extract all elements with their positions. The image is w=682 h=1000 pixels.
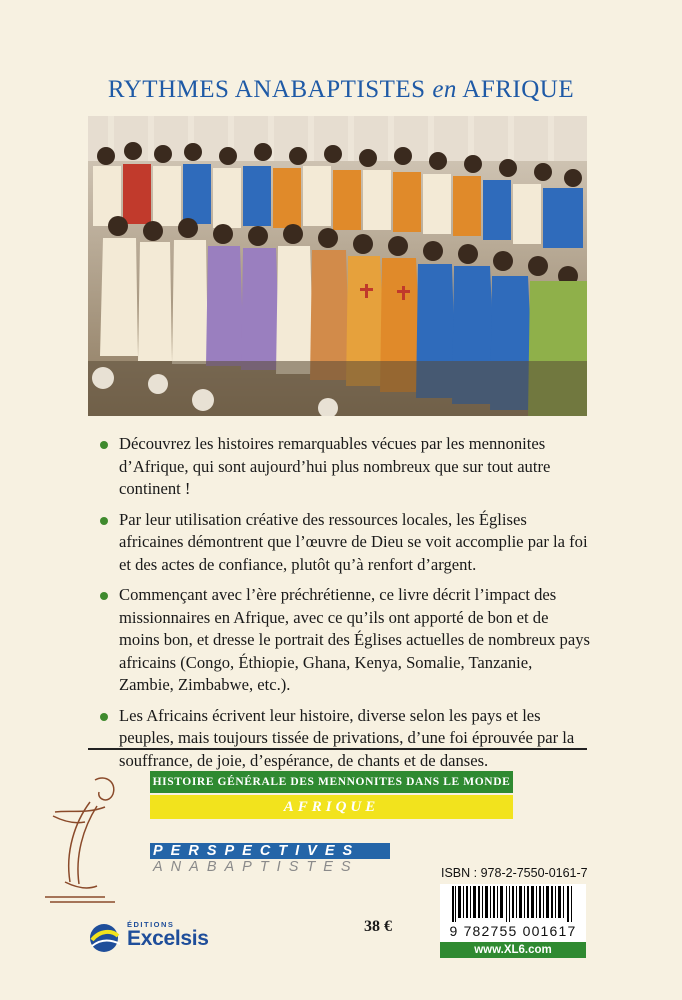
collection-title: PERSPECTIVES — [150, 843, 390, 859]
barcode-number: 9 782755 001617 — [440, 922, 586, 940]
divider — [88, 748, 587, 750]
publisher-label: ÉDITIONS — [127, 920, 175, 929]
list-item: Commençant avec l’ère préchrétienne, ce livre décrit l’impact des missionnaires en Afrique, avec ce qu’ils ont apporté de bon et de moins bon, et dresse le portrait des Églises actuelles de nombreux pays africains (Congo, Éthiopie, Ghana, Kenya, Somalie, Tanzanie, Zambie, Zimbabwe, etc.). — [100, 584, 590, 697]
publisher-name: Excelsis — [127, 927, 209, 950]
isbn: ISBN : 978-2-7550-0161-7 — [441, 866, 588, 880]
price: 38 € — [364, 918, 392, 935]
series-band: HISTOIRE GÉNÉRALE DES MENNONITES DANS LE MONDE — [150, 771, 513, 793]
list-item: Les Africains écrivent leur histoire, diverse selon les pays et les peuples, mais toujours tissée de privations, d’une foi éprouvée par la souffrance, de joie, d’espérance, de chants et de danses. — [100, 705, 590, 773]
bullet-dot-icon — [100, 517, 108, 525]
bullet-dot-icon — [100, 592, 108, 600]
book-title: RYTHMES ANABAPTISTES en AFRIQUE — [107, 76, 575, 103]
choir-photo — [88, 116, 587, 416]
website-link[interactable]: www.XL6.com — [440, 942, 586, 958]
collection-subtitle: ANABAPTISTES — [153, 859, 359, 875]
bullet-dot-icon — [100, 441, 108, 449]
series-subtitle: AFRIQUE — [150, 795, 513, 819]
description-list — [100, 433, 590, 780]
list-item: Par leur utilisation créative des ressources locales, les Églises africaines démontrent que l’œuvre de Dieu se voit accomplie par la foi et des actes de confiance, plutôt qu’à renfort d’argent. — [100, 509, 590, 577]
sword-sketch-icon — [35, 772, 130, 912]
list-item: Découvrez les histoires remarquables vécues par les mennonites d’Afrique, qui sont aujourd’hui plus nombreux que sur tout autre continent ! — [100, 433, 590, 501]
bullet-dot-icon — [100, 713, 108, 721]
